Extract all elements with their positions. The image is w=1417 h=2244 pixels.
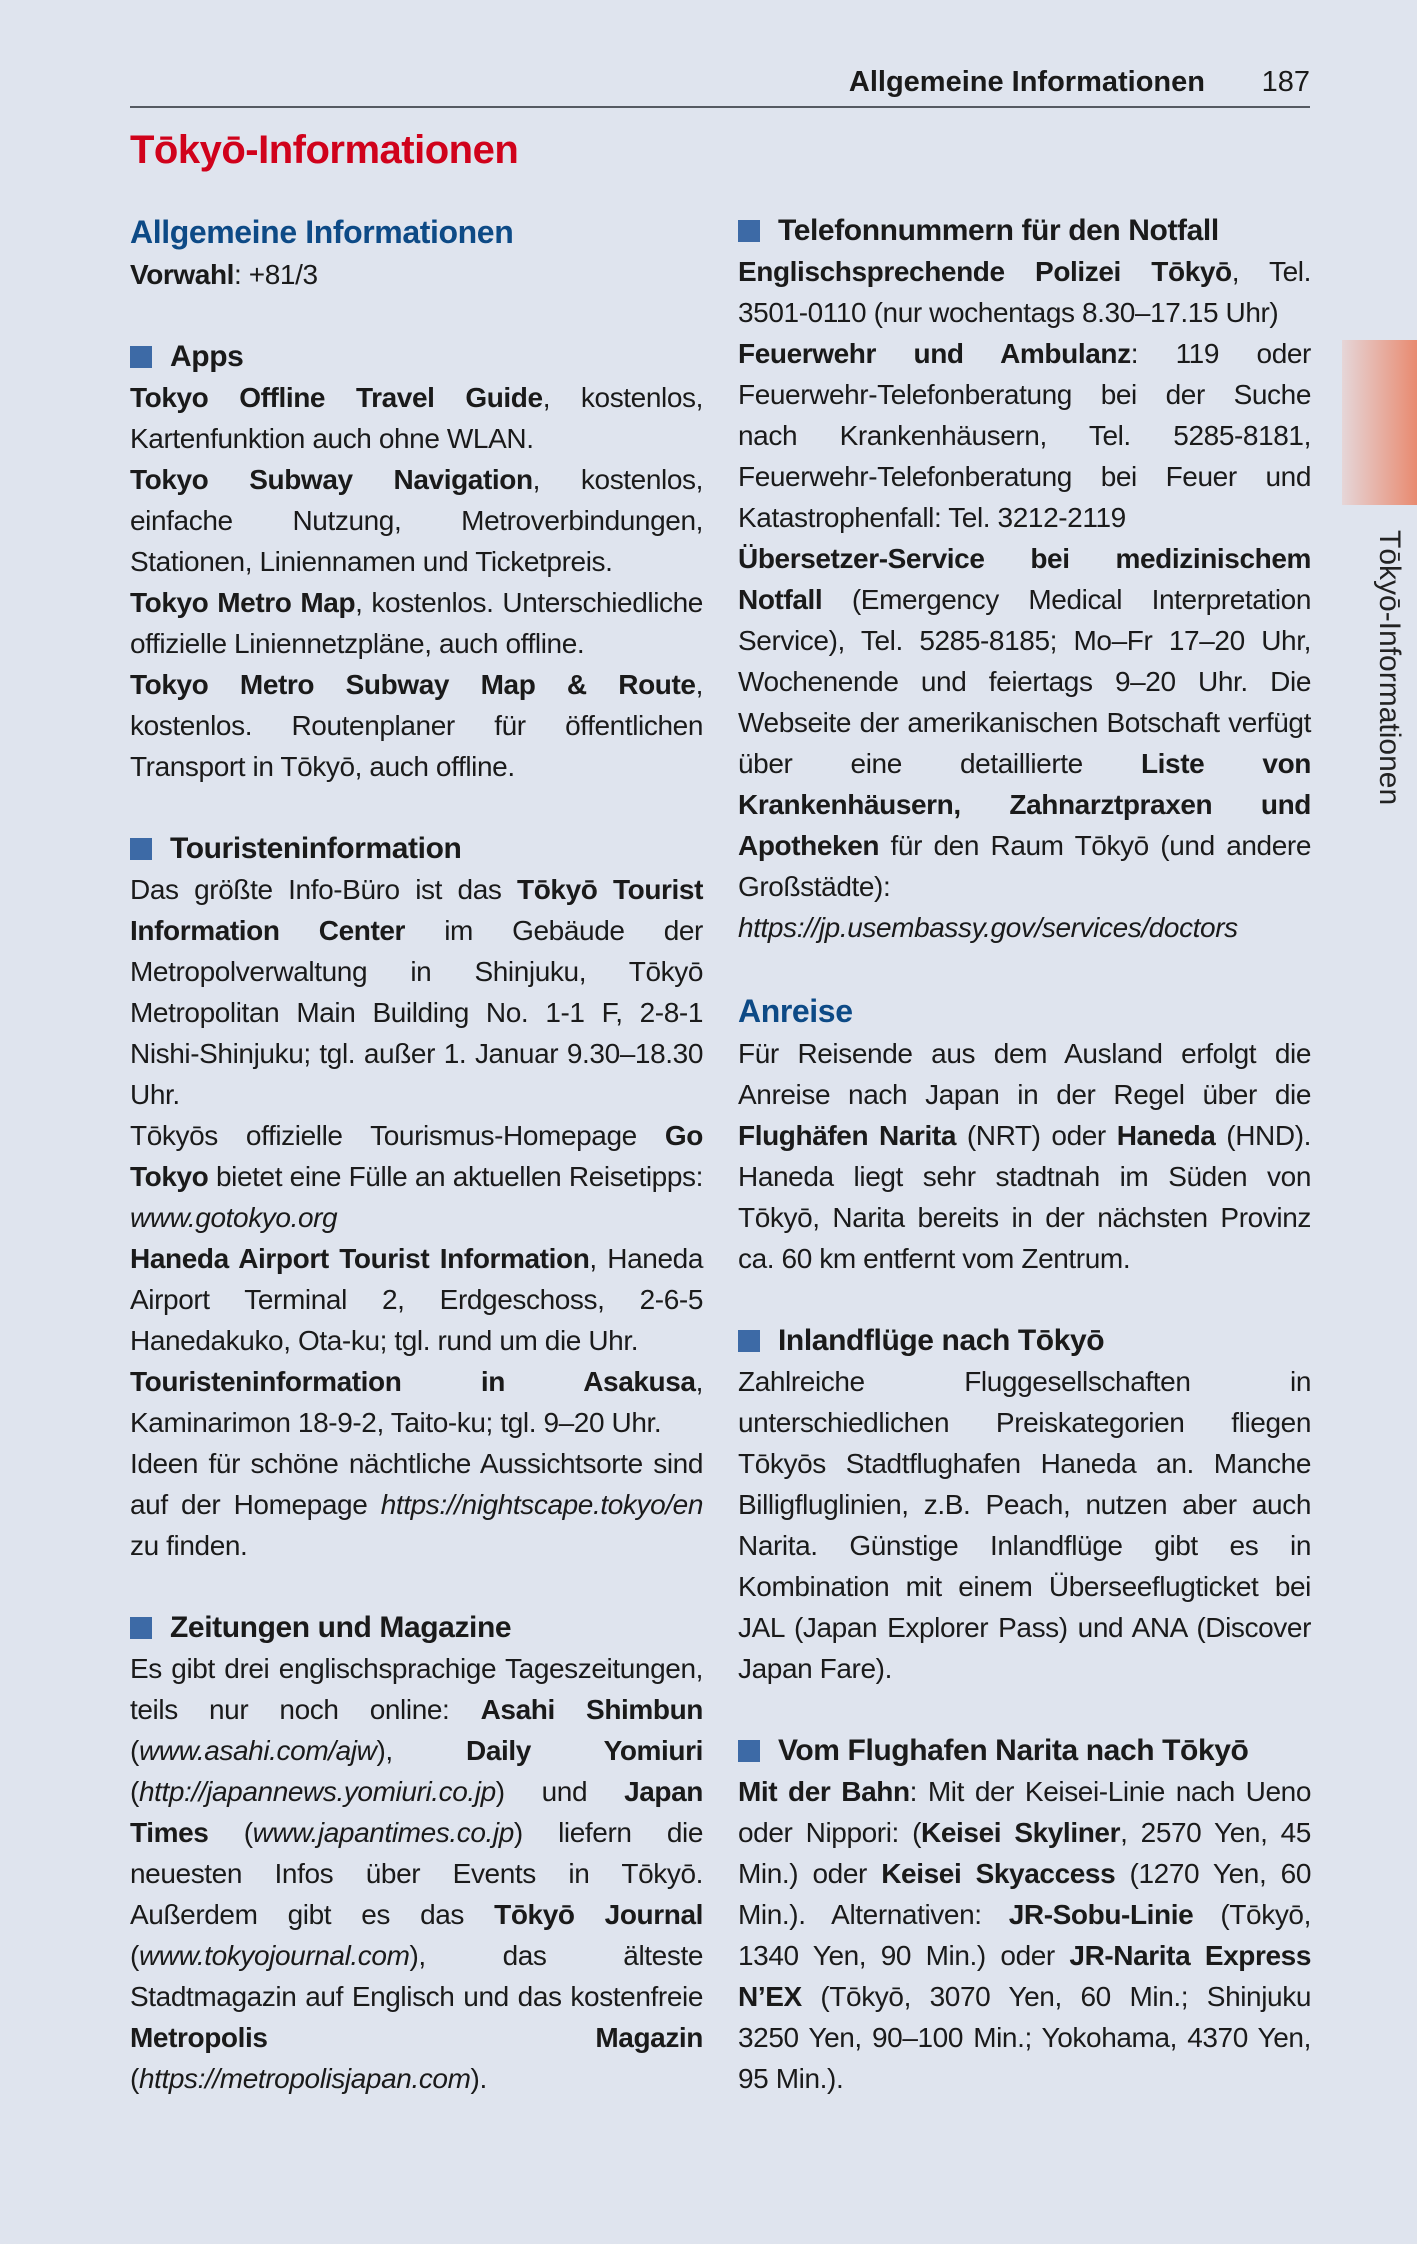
text-run: Für Reisende aus dem Ausland erfolgt die Anreise nach Japan in der Regel über die: [738, 1038, 1311, 1110]
bold-term: Tokyo Metro Map: [130, 587, 356, 618]
text-run: Zahlreiche Fluggesellschaften in unterschiedlichen Preiskategorien fliegen Tōkyōs Stadtflughafen Haneda an. Manche Billigfluglinien, z.B. Peach, nutzen aber auch Narita. Günstige Inlandflüge gibt es in Kombination mit einem Überseeflugticket bei JAL (Japan Explorer Pass) und ANA (Discover Japan Fare).: [738, 1366, 1311, 1684]
paragraph: [130, 1238, 703, 1361]
text-run: (: [130, 2063, 139, 2094]
paragraph: [130, 377, 703, 459]
text-run: , kostenlos, einfache Nutzung, Metroverbindungen, Stationen, Liniennamen und Ticketpreis.: [130, 464, 703, 577]
text-run: ).: [470, 2063, 487, 2094]
web-address: http://japannews.yomiuri.co.jp: [138, 1776, 496, 1807]
web-address: www.tokyojournal.com: [138, 1940, 410, 1971]
text-run: (1270 Yen, 60 Min.). Alternativen:: [738, 1858, 1311, 1930]
text-run: (: [130, 1776, 139, 1807]
bold-term: Asahi Shimbun: [480, 1694, 704, 1725]
subsection-heading: [130, 828, 703, 869]
bold-term: Keisei Skyliner: [921, 1817, 1121, 1848]
text-run: Tōkyōs offizielle Tourismus-Homepage: [130, 1120, 665, 1151]
running-header-section: Allgemeine Informationen: [848, 66, 1205, 98]
bold-term: Flughäfen Narita: [738, 1120, 956, 1151]
subsection-heading-text: Touristeninformation: [170, 832, 462, 865]
section-heading: Anreise: [738, 993, 853, 1029]
text-run: ) liefern die neuesten Infos über Events in Tōkyō. Außerdem gibt es das: [130, 1817, 703, 1930]
bold-term: Vorwahl: [130, 259, 235, 290]
bold-term: Haneda Airport Tourist Information: [130, 1243, 590, 1274]
square-bullet-icon: [130, 1617, 152, 1639]
right-column: [738, 210, 1311, 2099]
web-address: www.asahi.com/ajw: [138, 1735, 377, 1766]
bold-term: Go Tokyo: [130, 1120, 703, 1192]
text-run: , kostenlos, Kartenfunktion auch ohne WLAN.: [130, 382, 703, 454]
text-run: , Tel. 3501-0110 (nur wochentags 8.30–17.15 Uhr): [738, 256, 1311, 328]
web-address: https://nightscape.tokyo/en: [380, 1489, 703, 1520]
left-column: [130, 210, 703, 2099]
square-bullet-icon: [130, 346, 152, 368]
web-address: https://metropolisjapan.com: [138, 2063, 471, 2094]
square-bullet-icon: [738, 1740, 760, 1762]
paragraph: [130, 664, 703, 787]
bold-term: Mit der Bahn: [738, 1776, 910, 1807]
bold-term: JR-Narita Express N’EX: [738, 1940, 1311, 2012]
subsection-heading-text: Inlandflüge nach Tōkyō: [778, 1324, 1105, 1357]
bold-term: JR-Sobu-Linie: [1008, 1899, 1194, 1930]
web-address: https://jp.usembassy.gov/services/doctors: [738, 912, 1238, 943]
paragraph: [130, 582, 703, 664]
paragraph: [130, 1443, 703, 1566]
subsection-heading-text: Vom Flughafen Narita nach Tōkyō: [778, 1734, 1249, 1767]
paragraph: [130, 254, 703, 295]
text-run: : +81/3: [234, 259, 318, 290]
text-run: , kostenlos. Unterschiedliche offizielle Liniennetzpläne, auch offline.: [130, 587, 703, 659]
text-run: : 119 oder Feuerwehr-Telefonberatung bei der Suche nach Krankenhäusern, Tel. 5285-8181, Feuerwehr-Telefonberatung bei Feuer und Katastrophenfall: Tel. 3212-2119: [738, 338, 1311, 533]
paragraph: [130, 869, 703, 1115]
text-run: Es gibt drei englischsprachige Tageszeitungen, teils nur noch online:: [130, 1653, 703, 1725]
text-run: (: [130, 1940, 139, 1971]
subsection-heading: [130, 1607, 703, 1648]
page-number: 187: [1261, 66, 1310, 98]
web-address: www.gotokyo.org: [130, 1202, 338, 1233]
subsection-heading-text: Zeitungen und Magazine: [170, 1611, 512, 1644]
paragraph: [738, 333, 1311, 538]
square-bullet-icon: [130, 838, 152, 860]
paragraph: [738, 538, 1311, 948]
text-run: , kostenlos. Routenplaner für öffentlichen Transport in Tōkyō, auch offline.: [130, 669, 703, 782]
spacer: [738, 948, 1311, 989]
subsection-heading: [738, 210, 1311, 251]
text-run: im Gebäude der Metropolverwaltung in Shinjuku, Tōkyō Metropolitan Main Building No. 1-1 F, 2-8-1 Nishi-Shinjuku; tgl. außer 1. Januar 9.30–18.30 Uhr.: [130, 915, 703, 1110]
bold-term: Tōkyō Tourist Information Center: [130, 874, 703, 946]
text-run: bietet eine Fülle an aktuellen Reisetipps:: [208, 1161, 703, 1192]
text-run: (: [208, 1817, 253, 1848]
paragraph: [130, 459, 703, 582]
spacer: [738, 1689, 1311, 1730]
bold-term: Japan Times: [130, 1776, 703, 1848]
text-run: (Tōkyō, 3070 Yen, 60 Min.; Shinjuku 3250 Yen, 90–100 Min.; Yokohama, 4370 Yen, 95 Min.).: [738, 1981, 1311, 2094]
text-run: ), das älteste Stadtmagazin auf Englisch und das kostenfreie: [130, 1940, 703, 2012]
subsection-heading: [738, 1320, 1311, 1361]
bold-term: Haneda: [1116, 1120, 1216, 1151]
spacer: [738, 1279, 1311, 1320]
subsection-heading-text: Telefonnummern für den Notfall: [778, 214, 1219, 247]
text-run: ),: [376, 1735, 466, 1766]
square-bullet-icon: [738, 1330, 760, 1352]
square-bullet-icon: [738, 220, 760, 242]
paragraph: [130, 1115, 703, 1238]
text-run: für den Raum Tōkyō (und andere Großstädte):: [738, 830, 1311, 902]
bold-term: Liste von Krankenhäusern, Zahnarztpraxen und Apotheken: [738, 748, 1311, 861]
spacer: [130, 1566, 703, 1607]
bold-term: Tokyo Metro Subway Map & Route: [130, 669, 696, 700]
bold-term: Tokyo Subway Navigation: [130, 464, 533, 495]
paragraph: [130, 1648, 703, 2099]
paragraph: [738, 1361, 1311, 1689]
bold-term: Feuerwehr und Ambulanz: [738, 338, 1131, 369]
text-run: (Tōkyō, 1340 Yen, 90 Min.) oder: [738, 1899, 1311, 1971]
text-run: , Haneda Airport Terminal 2, Erdgeschoss, 2-6-5 Hanedakuko, Ota-ku; tgl. rund um die Uhr.: [130, 1243, 703, 1356]
spacer: [130, 295, 703, 336]
bold-term: Keisei Skyaccess: [881, 1858, 1116, 1889]
text-run: (: [130, 1735, 139, 1766]
chapter-side-label: Tōkyō-Informationen: [1373, 530, 1406, 806]
bold-term: Daily Yomiuri: [466, 1735, 704, 1766]
text-run: Ideen für schöne nächtliche Aussichtsorte sind auf der Homepage: [130, 1448, 703, 1520]
page-title: Tōkyō-Informationen: [130, 128, 519, 172]
subsection-heading: [738, 1730, 1311, 1771]
bold-term: Übersetzer-Service bei medizinischem Notfall: [738, 543, 1311, 615]
paragraph: [130, 1361, 703, 1443]
chapter-tab-marker: [1342, 340, 1417, 505]
text-run: (HND). Haneda liegt sehr stadtnah im Süden von Tōkyō, Narita bereits in der nächsten Provinz ca. 60 km entfernt vom Zentrum.: [738, 1120, 1311, 1274]
bold-term: Metropolis Magazin: [130, 2022, 703, 2053]
bold-term: Englischsprechende Polizei Tōkyō: [738, 256, 1232, 287]
text-run: : Mit der Keisei-Linie nach Ueno oder Nippori: (: [738, 1776, 1311, 1848]
running-header: [130, 62, 1310, 108]
bold-term: Touristeninformation in Asakusa: [130, 1366, 696, 1397]
subsection-heading: [130, 336, 703, 377]
text-run: zu finden.: [130, 1530, 248, 1561]
bold-term: Tokyo Offline Travel Guide: [130, 382, 543, 413]
spacer: [130, 787, 703, 828]
text-run: , 2570 Yen, 45 Min.) oder: [738, 1817, 1311, 1889]
paragraph: [738, 1033, 1311, 1279]
web-address: www.japantimes.co.jp: [252, 1817, 514, 1848]
text-run: , Kaminarimon 18-9-2, Taito-ku; tgl. 9–20 Uhr.: [130, 1366, 703, 1438]
text-run: (NRT) oder: [956, 1120, 1117, 1151]
text-run: ) und: [495, 1776, 625, 1807]
text-run: (Emergency Medical Interpretation Service), Tel. 5285-8185; Mo–Fr 17–20 Uhr, Wochenende und feiertags 9–20 Uhr. Die Webseite der amerikanischen Botschaft verfügt über eine detaillierte: [738, 584, 1311, 779]
paragraph: [738, 251, 1311, 333]
section-heading: Allgemeine Informationen: [130, 214, 514, 250]
paragraph: [738, 1771, 1311, 2099]
bold-term: Tōkyō Journal: [494, 1899, 703, 1930]
subsection-heading-text: Apps: [170, 340, 244, 373]
text-run: Das größte Info-Büro ist das: [130, 874, 518, 905]
